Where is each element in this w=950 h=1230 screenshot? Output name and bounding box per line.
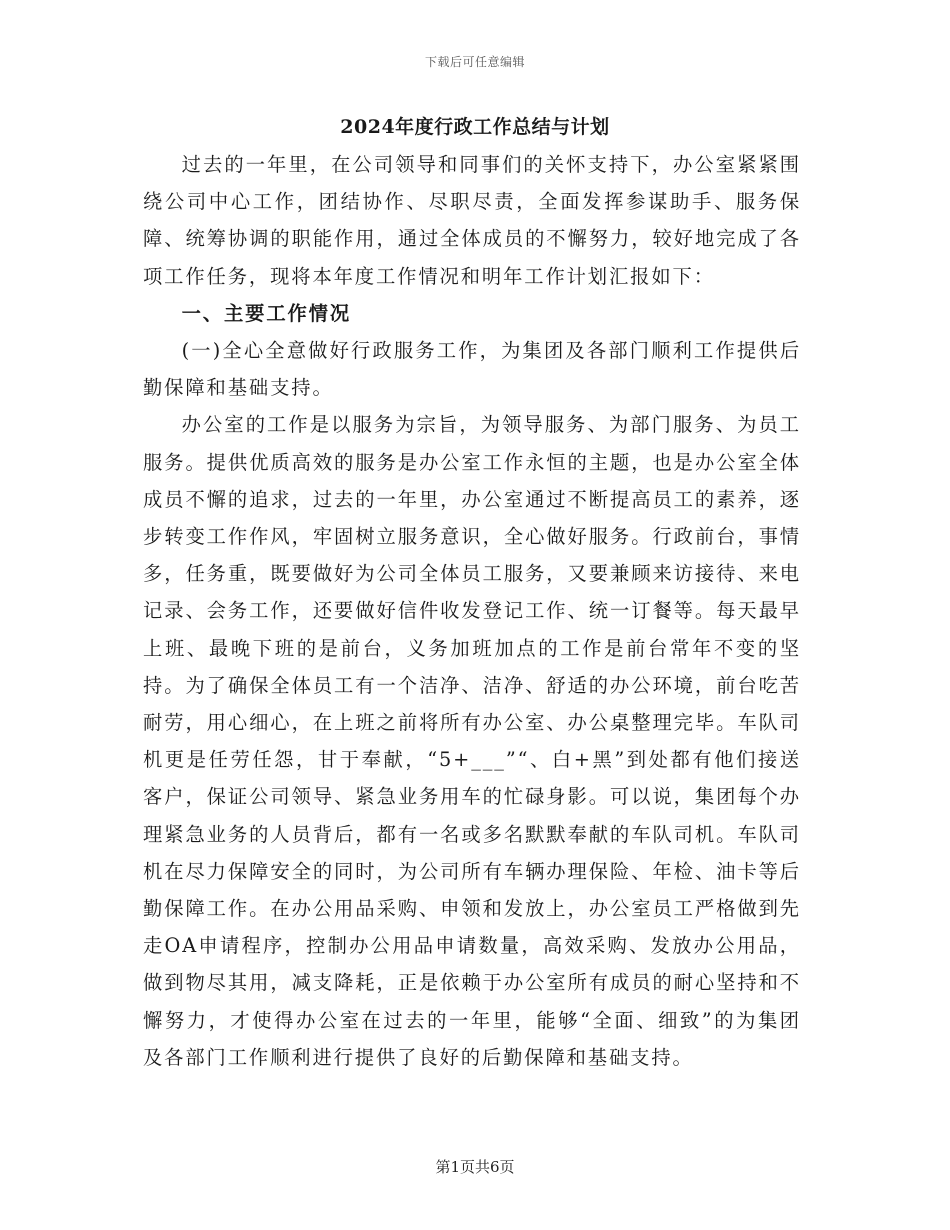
section-heading: 一、主要工作情况 — [181, 301, 352, 325]
subsection-heading: (一)全心全意做好行政服务工作，为集团及各部门顺利工作提供后勤保障和基础支持。 — [143, 339, 801, 400]
body-paragraph: 办公室的工作是以服务为宗旨，为领导服务、为部门服务、为员工服务。提供优质高效的服务是办公室工作永恒的主题，也是办公室全体成员不懈的追求，过去的一年里，办公室通过不断提高员工的素养，逐步转变工作作风，牢固树立服务意识，全心做好服务。行政前台，事情多，任务重，既要做好为公司全体员工服务，又要兼顾来访接待、来电记录、会务工作，还要做好信件收发登记工作、统一订餐等。每天最早上班、最晚下班的是前台，义务加班加点的工作是前台常年不变的坚持。为了确保全体员工有一个洁净、洁净、舒适的办公环境，前台吃苦耐劳，用心细心，在上班之前将所有办公室、办公桌整理完毕。车队司机更是任劳任怨，甘于奉献，“5+___”“、白+黑”到处都有他们接送客户，保证公司领导、紧急业务用车的忙碌身影。可以说，集团每个办理紧急业务的人员背后，都有一名或多名默默奉献的车队司机。车队司机在尽力保障安全的同时，为公司所有车辆办理保险、年检、油卡等后勤保障工作。在办公用品采购、申领和发放上，办公室员工严格做到先走OA申请程序，控制办公用品申请数量，高效采购、发放办公用品，做到物尽其用，减支降耗，正是依赖于办公室所有成员的耐心坚持和不懈努力，才使得办公室在过去的一年里，能够“全面、细致”的为集团及各部门工作顺利进行提供了良好的后勤保障和基础支持。 — [143, 413, 801, 1069]
document-body — [143, 146, 801, 1076]
intro-paragraph: 过去的一年里，在公司领导和同事们的关怀支持下，办公室紧紧围绕公司中心工作，团结协作、尽职尽责，全面发挥参谋助手、服务保障、统筹协调的职能作用，通过全体成员的不懈努力，较好地完成了各项工作任务，现将本年度工作情况和明年工作计划汇报如下： — [143, 153, 801, 288]
document-title: 2024年度行政工作总结与计划 — [340, 116, 610, 138]
page-header-note: 下载后可任意编辑 — [424, 55, 525, 69]
page-number: 第1页共6页 — [435, 1158, 515, 1176]
